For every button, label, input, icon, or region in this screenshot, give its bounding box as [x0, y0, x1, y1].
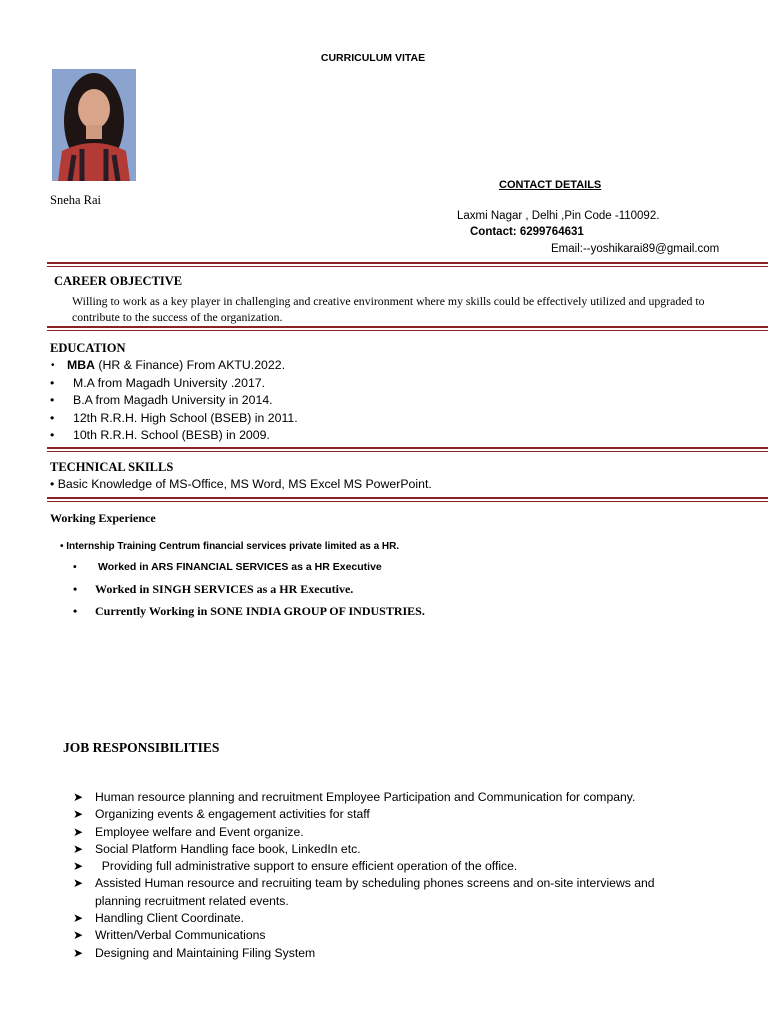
education-heading: EDUCATION	[50, 341, 126, 355]
bullet-icon: •	[51, 360, 55, 371]
arrowhead-icon: ➤	[73, 859, 84, 874]
arrowhead-icon: ➤	[73, 945, 84, 960]
document-title: CURRICULUM VITAE	[320, 52, 426, 64]
list-item-text: Handling Client Coordinate.	[95, 911, 245, 926]
bullet-icon: •	[50, 410, 55, 425]
contact-address: Laxmi Nagar , Delhi ,Pin Code -110092.	[457, 210, 660, 222]
profile-photo	[52, 69, 136, 181]
list-item-text: Providing full administrative support to ensure efficient operation of the office.	[95, 859, 518, 874]
technical-skills-heading: TECHNICAL SKILLS	[50, 460, 174, 474]
working-experience-heading: Working Experience	[50, 511, 156, 525]
list-item-text: Employee welfare and Event organize.	[95, 824, 304, 839]
degree-name: MBA	[67, 358, 96, 372]
list-item	[50, 375, 298, 393]
list-item-text: Written/Verbal Communications	[95, 928, 266, 943]
list-item	[50, 392, 298, 410]
job-responsibilities-list	[73, 789, 655, 962]
list-item-text: Social Platform Handling face book, LinkedIn etc.	[95, 841, 361, 856]
section-divider	[47, 447, 768, 452]
list-item	[50, 410, 298, 428]
list-item-text: Currently Working in SONE INDIA GROUP OF INDUSTRIES.	[95, 604, 425, 618]
list-item	[73, 841, 655, 858]
arrowhead-icon: ➤	[73, 824, 84, 839]
section-divider	[47, 262, 768, 267]
list-item	[73, 875, 655, 892]
bullet-icon: •	[50, 393, 55, 407]
bullet-icon: •	[50, 375, 55, 390]
list-item	[73, 824, 655, 841]
arrowhead-icon: ➤	[73, 790, 84, 804]
list-item	[50, 427, 298, 445]
experience-list	[72, 561, 425, 626]
contact-phone: Contact: 6299764631	[470, 226, 584, 238]
list-item-text: Organizing events & engagement activities for staff	[95, 807, 370, 822]
list-item-text: Designing and Maintaining Filing System	[95, 945, 316, 960]
list-item	[73, 927, 655, 944]
list-item	[73, 789, 655, 806]
career-objective-heading: CAREER OBJECTIVE	[54, 274, 183, 288]
education-list	[50, 357, 298, 445]
degree-detail: (HR & Finance) From AKTU.2022.	[95, 358, 285, 372]
candidate-name: Sneha Rai	[50, 193, 102, 207]
list-item-text: Worked in ARS FINANCIAL SERVICES as a HR Executive	[98, 561, 382, 573]
list-item	[50, 357, 298, 375]
section-divider	[47, 497, 768, 502]
list-item	[73, 910, 655, 927]
list-item-text: Assisted Human resource and recruiting team by scheduling phones screens and on-site interviews and	[95, 876, 655, 891]
bullet-icon: •	[73, 582, 78, 596]
arrowhead-icon: ➤	[73, 841, 84, 856]
list-item-text: 10th R.R.H. School (BESB) in 2009.	[73, 428, 270, 442]
arrowhead-icon: ➤	[73, 911, 84, 926]
bullet-icon: •	[73, 561, 77, 573]
technical-skills-text: • Basic Knowledge of MS-Office, MS Word, MS Excel MS PowerPoint.	[50, 477, 432, 491]
list-item	[72, 561, 425, 582]
contact-details-heading: CONTACT DETAILS	[499, 179, 602, 191]
list-item-text: B.A from Magadh University in 2014.	[73, 393, 273, 407]
arrowhead-icon: ➤	[73, 876, 84, 891]
list-item-text: M.A from Magadh University .2017.	[73, 375, 266, 390]
list-item-text: 12th R.R.H. High School (BSEB) in 2011.	[73, 410, 298, 425]
section-divider	[47, 326, 768, 331]
list-item-text: planning recruitment related events.	[95, 893, 289, 908]
internship-entry: • Internship Training Centrum financial services private limited as a HR.	[60, 541, 400, 552]
list-item	[73, 945, 655, 962]
bullet-icon: •	[73, 604, 78, 618]
list-item	[72, 582, 425, 604]
career-objective-text: Willing to work as a key player in challenging and creative environment where my skills could be effectively utilized and upgraded to contribute to the success of the organization.	[72, 294, 705, 324]
arrowhead-icon: ➤	[73, 807, 84, 822]
bullet-icon: •	[50, 428, 55, 442]
list-item-continuation	[73, 893, 655, 910]
job-responsibilities-heading: JOB RESPONSIBILITIES	[63, 740, 220, 755]
list-item	[73, 806, 655, 823]
arrowhead-icon: ➤	[73, 928, 84, 943]
list-item-text: Worked in SINGH SERVICES as a HR Executive.	[95, 582, 354, 596]
list-item	[73, 858, 655, 875]
list-item-text: Human resource planning and recruitment Employee Participation and Communication for company.	[95, 790, 636, 804]
contact-email: Email:--yoshikarai89@gmail.com	[551, 243, 720, 255]
list-item	[72, 604, 425, 626]
